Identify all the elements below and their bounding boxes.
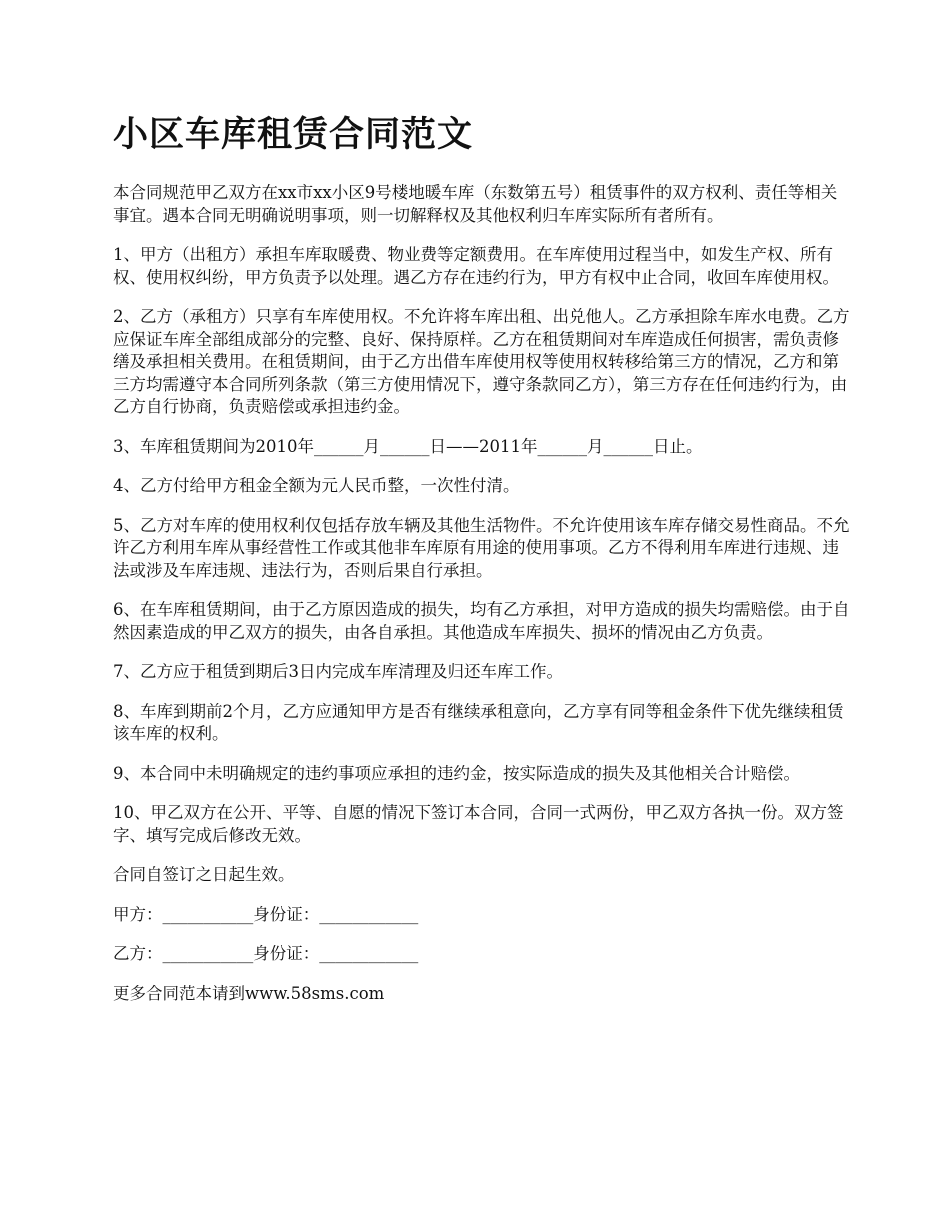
clause-4: 4、乙方付给甲方租金全额为元人民币整，一次性付清。	[113, 476, 520, 495]
clause-6: 6、在车库租赁期间，由于乙方原因造成的损失，均有乙方承担，对甲方造成的损失均需赔偿。由于自然因素造成的甲乙双方的损失，由各自承担。其他造成车库损失、损坏的情况由乙方负责。	[113, 600, 850, 642]
clause-1: 1、甲方（出租方）承担车库取暖费、物业费等定额费用。在车库使用过程当中，如发生产权、所有权、使用权纠纷，甲方负责予以处理。遇乙方存在违约行为，甲方有权中止合同，收回车库使用权。	[113, 245, 839, 287]
document-page	[113, 110, 853, 1022]
clause-8: 8、车库到期前2个月，乙方应通知甲方是否有继续承租意向，乙方享有同等租金条件下优先继续租赁该车库的权利。	[113, 701, 844, 743]
clause-5: 5、乙方对车库的使用权利仅包括存放车辆及其他生活物件。不允许使用该车库存储交易性商品。不允许乙方利用车库从事经营性工作或其他非车库原有用途的使用事项。乙方不得利用车库进行违规、违法或涉及车库违规、违法行为，否则后果自行承担。	[113, 515, 850, 580]
intro-paragraph: 本合同规范甲乙双方在xx市xx小区9号楼地暖车库（东数第五号）租赁事件的双方权利、责任等相关事宜。遇本合同无明确说明事项，则一切解释权及其他权利归车库实际所有者所有。	[113, 183, 838, 225]
footer-link-text: 更多合同范本请到www.58sms.com	[113, 983, 385, 1003]
effective-statement: 合同自签订之日起生效。	[113, 865, 295, 884]
clause-3: 3、车库租赁期间为2010年______月______日——2011年______月______日止。	[113, 436, 703, 456]
party-a-signature-line: 甲方：___________身份证：____________	[113, 904, 419, 924]
clause-7: 7、乙方应于租赁到期后3日内完成车库清理及归还车库工作。	[113, 662, 563, 681]
document-title: 小区车库租赁合同范文	[113, 114, 474, 155]
clause-9: 9、本合同中未明确规定的违约事项应承担的违约金，按实际造成的损失及其他相关合计赔偿。	[113, 763, 800, 783]
clause-2: 2、乙方（承租方）只享有车库使用权。不允许将车库出租、出兑他人。乙方承担除车库水电费。乙方应保证车库全部组成部分的完整、良好、保持原样。乙方在租赁期间对车库造成任何损害，需负责修缮及承担相关费用。在租赁期间，由于乙方出借车库使用权等使用权转移给第三方的情况，乙方和第三方均需遵守本合同所列条款（第三方使用情况下，遵守条款同乙方），第三方存在任何违约行为，由乙方自行协商，负责赔偿或承担违约金。	[113, 307, 850, 416]
party-b-signature-line: 乙方：___________身份证：____________	[113, 944, 419, 963]
clause-10: 10、甲乙双方在公开、平等、自愿的情况下签订本合同，合同一式两份，甲乙双方各执一份。双方签字、填写完成后修改无效。	[113, 803, 844, 845]
